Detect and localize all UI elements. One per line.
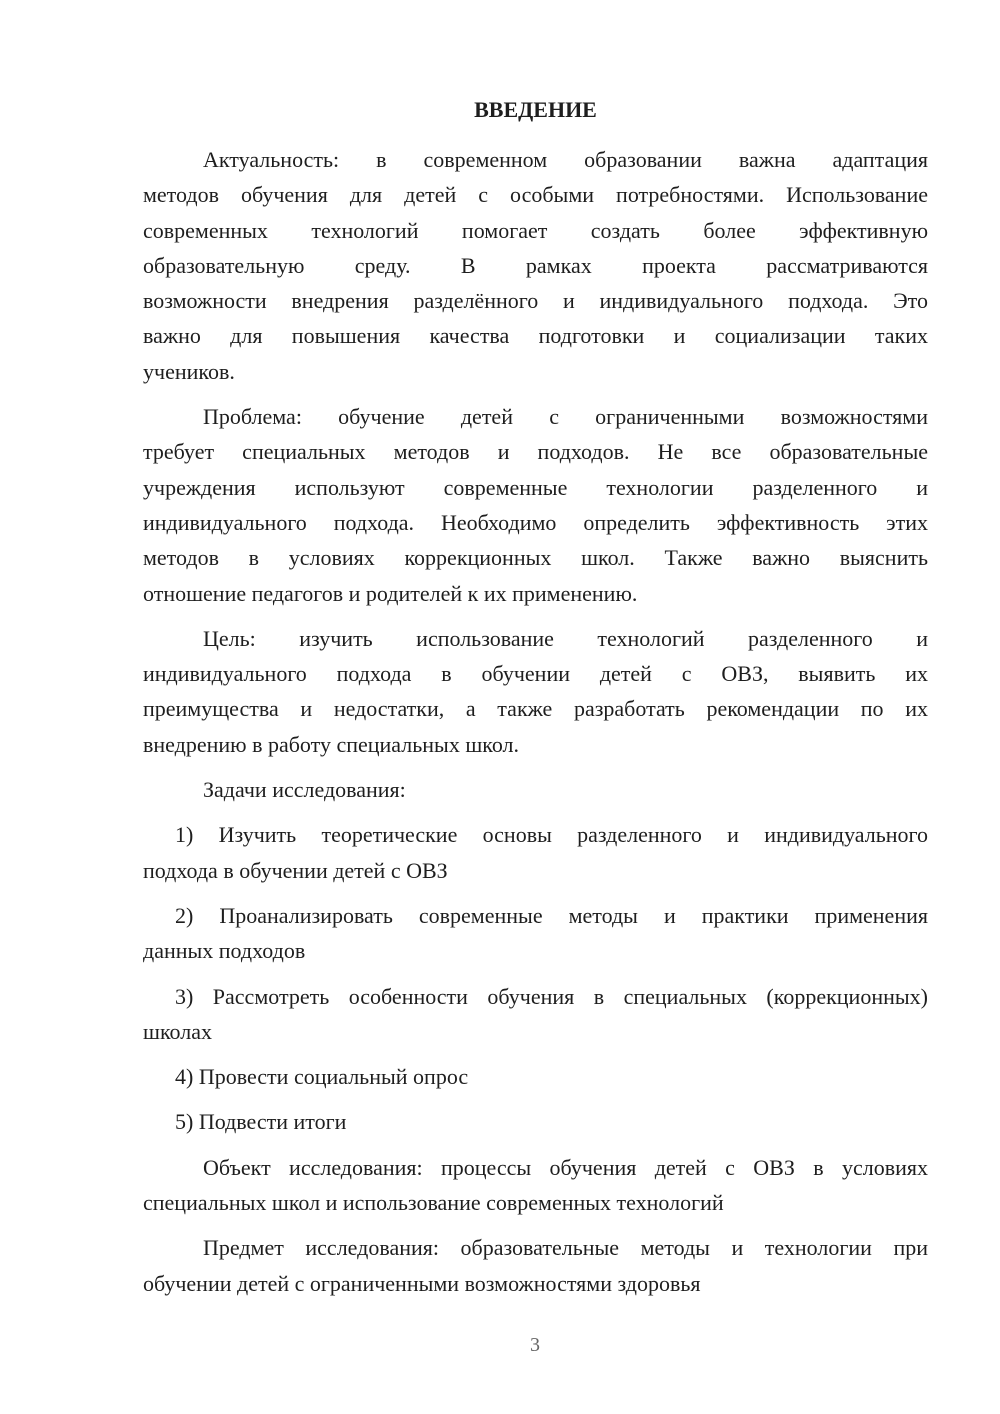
paragraph — [143, 399, 928, 611]
text-line: Предмет исследования: образовательные методы и технологии при — [203, 1235, 928, 1261]
text-line: подхода в обучении детей с ОВЗ — [143, 857, 448, 883]
text-line: 5) Подвести итоги — [175, 1109, 347, 1135]
paragraph — [143, 1150, 928, 1221]
text-line: 1) Изучить теоретические основы разделенного и индивидуального — [175, 822, 928, 848]
text-line: обучении детей с ограниченными возможностями здоровья — [143, 1270, 701, 1296]
list-item — [143, 898, 928, 969]
text-line: данных подходов — [143, 938, 306, 964]
text-line: требует специальных методов и подходов. Не все образовательные — [143, 439, 928, 465]
text-line: отношение педагогов и родителей к их применению. — [143, 580, 638, 606]
text-line: 4) Провести социальный опрос — [175, 1064, 469, 1090]
document-body — [143, 142, 928, 1301]
paragraph — [143, 621, 928, 762]
text-line: Актуальность: в современном образовании важна адаптация — [203, 146, 928, 172]
list-item — [143, 1104, 928, 1139]
text-line: Цель: изучить использование технологий разделенного и — [203, 625, 928, 651]
list-item — [143, 1059, 928, 1094]
text-line: Объект исследования: процессы обучения детей с ОВЗ в условиях — [203, 1154, 928, 1180]
text-line: методов в условиях коррекционных школ. Также важно выяснить — [143, 545, 928, 571]
list-item — [143, 817, 928, 888]
text-line: индивидуального подхода в обучении детей с ОВЗ, выявить их — [143, 661, 928, 687]
paragraph — [143, 1230, 928, 1301]
text-line: 2) Проанализировать современные методы и практики применения — [175, 902, 928, 928]
document-page — [143, 92, 928, 1311]
text-line: современных технологий помогает создать более эффективную — [143, 217, 928, 243]
text-line: 3) Рассмотреть особенности обучения в специальных (коррекционных) — [175, 983, 928, 1009]
page-title: ВВЕДЕНИЕ — [474, 97, 597, 122]
text-line: методов обучения для детей с особыми потребностями. Использование — [143, 182, 928, 208]
text-line: Задачи исследования: — [203, 777, 406, 803]
list-item — [143, 979, 928, 1050]
text-line: возможности внедрения разделённого и индивидуального подхода. Это — [143, 288, 928, 314]
text-line: Проблема: обучение детей с ограниченными возможностями — [203, 404, 928, 430]
text-line: индивидуального подхода. Необходимо определить эффективность этих — [143, 509, 928, 535]
paragraph — [143, 142, 928, 389]
paragraph — [143, 772, 928, 807]
text-line: школах — [143, 1018, 212, 1044]
text-line: важно для повышения качества подготовки и социализации таких — [143, 323, 928, 349]
text-line: преимущества и недостатки, а также разработать рекомендации по их — [143, 696, 928, 722]
text-line: учреждения используют современные технологии разделенного и — [143, 474, 928, 500]
text-line: учеников. — [143, 358, 235, 384]
text-line: специальных школ и использование современных технологий — [143, 1190, 724, 1215]
page-number: 3 — [530, 1334, 540, 1356]
text-line: внедрению в работу специальных школ. — [143, 731, 520, 757]
text-line: образовательную среду. В рамках проекта рассматриваются — [143, 252, 928, 278]
